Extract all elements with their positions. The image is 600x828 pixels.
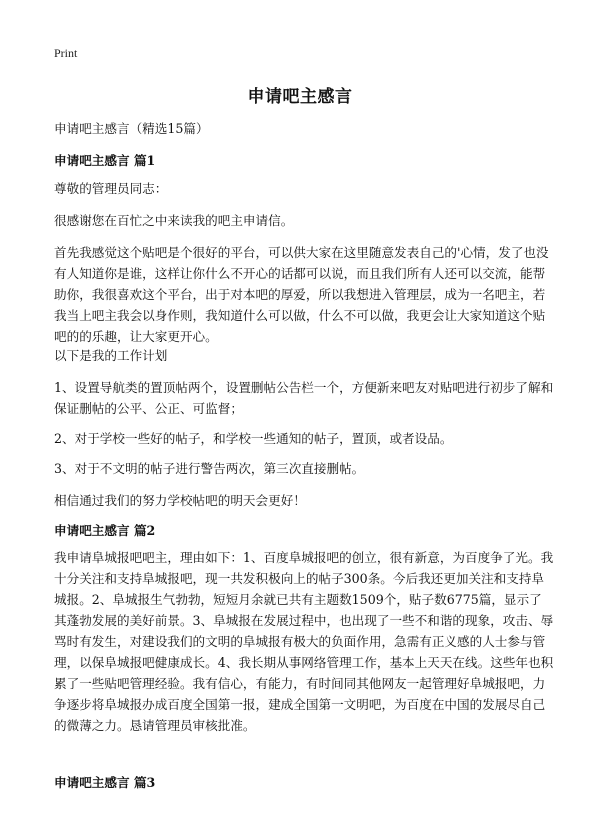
paragraph-text: 1、设置导航类的置顶帖两个，设置删帖公告栏一个，方便新来吧友对贴吧进行初步了解和保证删帖的公平、公正、可监督； <box>54 380 554 416</box>
paragraph-text: 首先我感觉这个贴吧是个很好的平台，可以供大家在这里随意发表自己的'心情，发了也没有人知道你是谁，这样让你什么不开心的话都可以说，而且我们所有人还可以交流，能帮助你，我很喜欢这个平台，出于对本吧的厚爱，所以我想进入管理层，成为一名吧主，若我当上吧主我会以身作则，我知道什么可以做，什么不可以做，我更会让大家知道这个贴吧的的乐趣，让大家更开心。 <box>54 245 549 344</box>
paragraph-text: 相信通过我们的努力学校帖吧的明天会更好！ <box>54 493 306 508</box>
paragraph-plan-2 <box>54 428 554 449</box>
paragraph-text: 以下是我的工作计划 <box>54 348 168 363</box>
document-subtitle: 申请吧主感言（精选15篇） <box>54 121 209 136</box>
paragraph-plan-1 <box>54 377 554 419</box>
document-title: 申请吧主感言 <box>247 87 353 107</box>
paragraph-text: 尊敬的管理员同志： <box>54 181 168 196</box>
paragraph-intro <box>54 242 554 347</box>
section-heading-1: 申请吧主感言 篇1 <box>54 153 156 168</box>
section-heading-2: 申请吧主感言 篇2 <box>54 523 156 538</box>
paragraph-plan-3 <box>54 458 554 479</box>
section-heading-3: 申请吧主感言 篇3 <box>54 775 156 790</box>
paragraph-text: 我申请阜城报吧吧主，理由如下：1、百度阜城报吧的创立，很有新意，为百度争了光。我十分关注和支持阜城报吧，现一共发积极向上的帖子300条。今后我还更加关注和支持阜城报。2、阜城报生气勃勃，短短月余就已共有主题数1509个，贴子数6775篇，显示了其蓬勃发展的美好前景。3、阜城报在发展过程中，也出现了一些不和谐的现象，攻击、辱骂时有发生，对建设我们的文明的阜城报有极大的负面作用，急需有正义感的人士参与管理，以保阜城报吧健康成长。4、我长期从事网络管理工作，基本上天天在线。这些年也积累了一些贴吧管理经验。我有信心，有能力，有时间同其他网友一起管理好阜城报吧，力争逐步将阜城报办成百度全国第一报，建成全国第一文明吧，为百度在中国的发展尽自己的微薄之力。恳请管理员审核批准。 <box>54 550 554 733</box>
paragraph-text: 2、对于学校一些好的帖子，和学校一些通知的帖子，置顶，或者设品。 <box>54 431 453 446</box>
paragraph-closing <box>54 490 554 511</box>
print-link[interactable]: Print <box>54 46 78 60</box>
paragraph-greeting <box>54 178 554 199</box>
paragraph-thanks <box>54 210 554 231</box>
paragraph-text: 3、对于不文明的帖子进行警告两次，第三次直接删帖。 <box>54 461 365 476</box>
paragraph-text: 很感谢您在百忙之中来读我的吧主申请信。 <box>54 213 294 228</box>
paragraph-application-reasons <box>54 547 554 736</box>
paragraph-plan-heading <box>54 345 554 366</box>
